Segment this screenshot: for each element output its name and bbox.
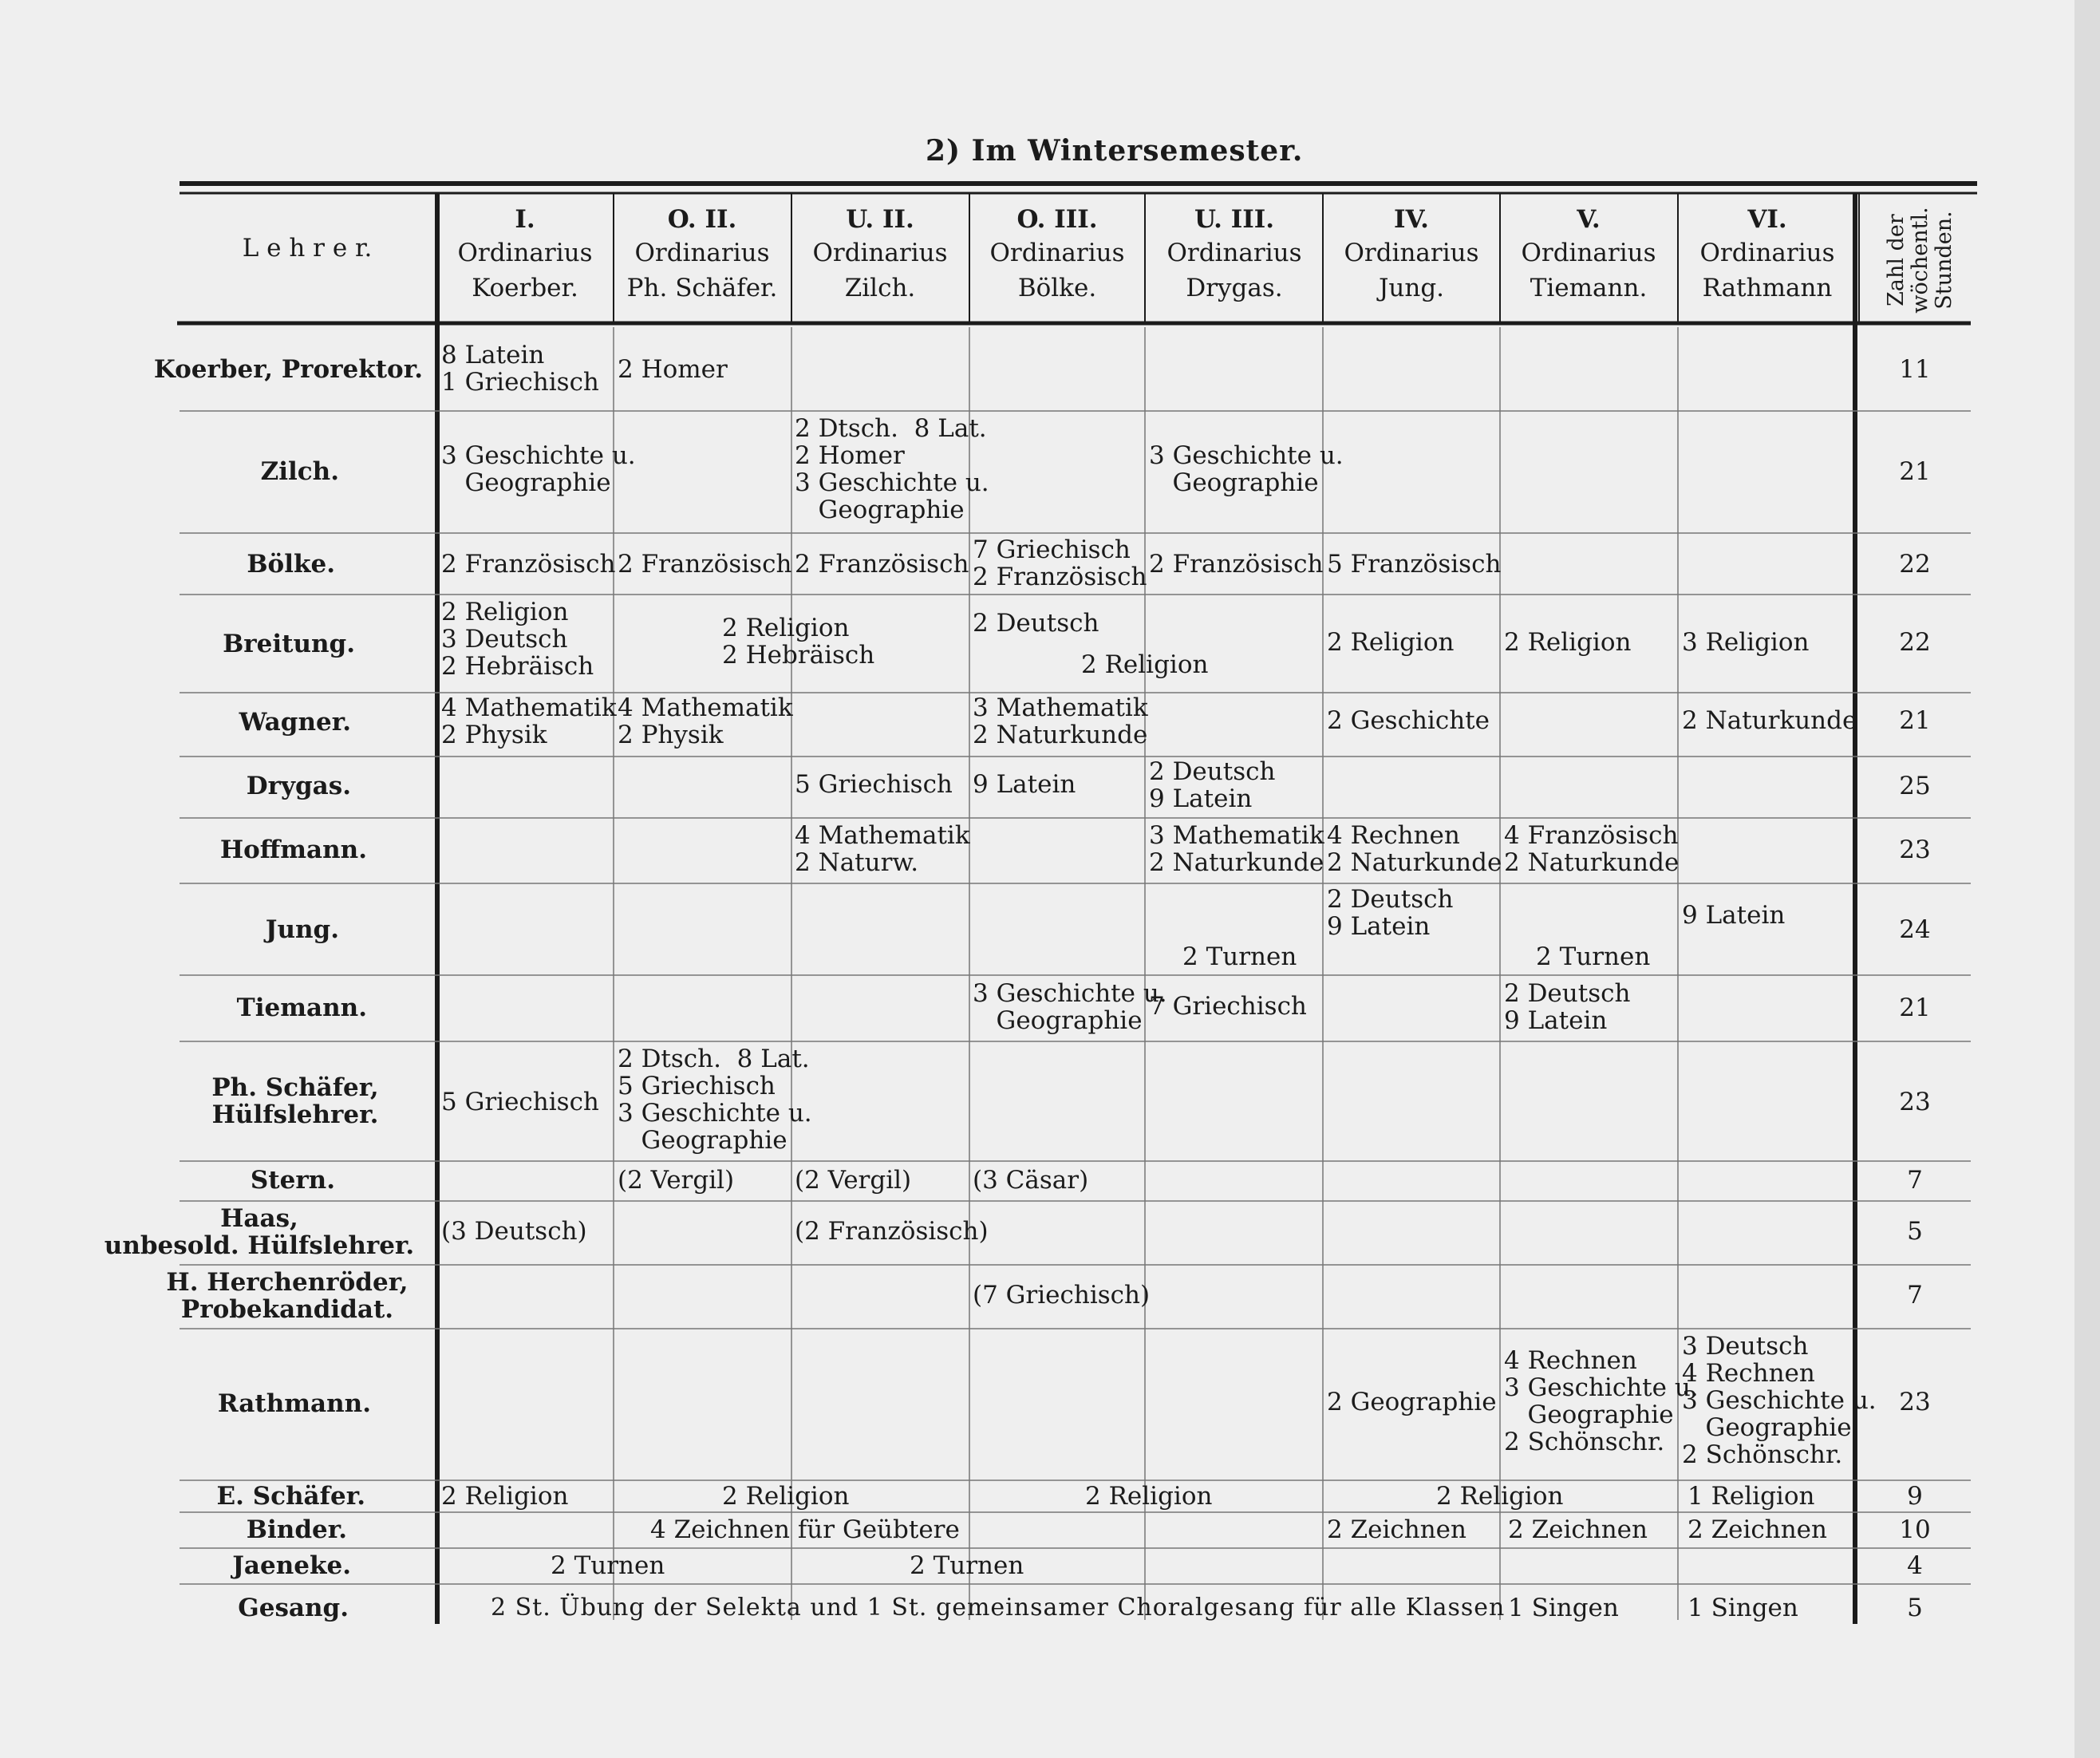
cell: 1 Religion [1688,1482,1815,1511]
class-roman: V. [1577,205,1601,234]
class-roman: U. III. [1194,205,1275,234]
teacher-name: Haas, unbesold. Hülfslehrer. [104,1204,415,1260]
cell: 4 Mathematik 2 Physik [441,693,617,749]
teacher-name: Breitung. [223,630,355,658]
class-roman: O. II. [667,205,737,234]
class-ordinarius-name: Bölke. [1017,274,1097,302]
cell: 3 Religion [1682,628,1810,657]
teacher-name: Gesang. [238,1594,349,1622]
teacher-name: E. Schäfer. [216,1482,365,1511]
total-hours: 23 [1899,1088,1931,1116]
total-hours: 7 [1907,1166,1923,1195]
class-ordinarius-name: Zilch. [844,274,916,302]
total-header-line: Zahl der [1884,214,1909,306]
cell: 2 Religion [722,1482,850,1511]
cell: 2 Französisch [795,550,969,579]
class-ordinarius-name: Tiemann. [1530,274,1648,302]
cell: 2 Deutsch 9 Latein [1149,757,1276,813]
cell: 2 Geschichte [1327,706,1490,735]
cell: (2 Vergil) [795,1166,912,1195]
cell: 1 Singen [1688,1594,1798,1622]
total-hours: 7 [1907,1281,1923,1310]
total-hours: 11 [1899,355,1931,384]
total-hours-header [1861,198,1980,322]
class-ordinarius-name: Jung. [1378,274,1445,302]
teacher-name: Tiemann. [236,994,367,1022]
teacher-name: Rathmann. [217,1389,371,1418]
total-hours: 21 [1899,706,1931,735]
class-ordinarius-name: Koerber. [472,274,578,302]
class-ordinarius: Ordinarius [1344,239,1479,267]
cell: 2 Religion [1085,1482,1213,1511]
total-hours: 25 [1899,772,1931,800]
class-roman: U. II. [846,205,914,234]
cell: 2 Französisch [618,550,792,579]
class-ordinarius: Ordinarius [1699,239,1835,267]
class-roman: IV. [1394,205,1429,234]
total-hours: 9 [1907,1482,1923,1511]
page-edge [2074,0,2100,1758]
teacher-name: Bölke. [247,550,335,579]
cell: 2 Dtsch. 8 Lat. 2 Homer 3 Geschichte u. Geographie [795,414,989,524]
cell: (3 Deutsch) [441,1217,587,1246]
teacher-name: Drygas. [246,772,351,800]
total-header-line: Stunden. [1932,211,1956,310]
teacher-name: H. Herchenröder, Probekandidat. [166,1268,409,1324]
class-ordinarius-name: Ph. Schäfer. [626,274,778,302]
cell: 3 Geschichte u. Geographie [441,441,636,497]
cell: (7 Griechisch) [973,1281,1151,1310]
cell: 2 Turnen [551,1551,665,1580]
cell: 2 Religion [1436,1482,1564,1511]
class-ordinarius: Ordinarius [634,239,770,267]
cell: 5 Französisch [1327,550,1502,579]
cell: 4 Rechnen 2 Naturkunde [1327,821,1502,877]
class-ordinarius: Ordinarius [989,239,1125,267]
cell: (2 Vergil) [618,1166,735,1195]
teacher-name: Binder. [246,1515,347,1544]
cell: 4 Rechnen 3 Geschichte u. Geographie 2 Schönschr. [1504,1346,1699,1456]
class-ordinarius-name: Rathmann [1702,274,1833,302]
cell: 5 Griechisch [795,770,953,799]
cell: 3 Deutsch 4 Rechnen 3 Geschichte u. Geographie 2 Schönschr. [1682,1332,1877,1469]
cell: 4 Mathematik 2 Naturw. [795,821,970,877]
cell: 2 Deutsch 9 Latein [1504,979,1631,1035]
cell: 2 Homer [618,355,728,384]
cell: 2 Religion 3 Deutsch 2 Hebräisch [441,598,594,681]
total-hours: 5 [1907,1217,1923,1246]
cell: 2 Französisch [1149,550,1324,579]
cell: 2 St. Übung der Selekta und 1 St. gemeinsamer Choralgesang für alle Klassen [491,1594,1506,1622]
cell: 2 Religion [1504,628,1632,657]
class-ordinarius: Ordinarius [1521,239,1656,267]
total-hours: 23 [1899,1388,1931,1416]
cell: 2 Zeichnen [1508,1515,1648,1544]
cell: 2 Religion [1327,628,1455,657]
cell: (3 Cäsar) [973,1166,1089,1195]
cell: 3 Geschichte u. Geographie [1149,441,1344,497]
class-roman: VI. [1747,205,1787,234]
cell: 2 Französisch [441,550,616,579]
cell: 2 Naturkunde [1682,706,1857,735]
cell: 9 Latein [973,770,1076,799]
cell: 4 Französisch 2 Naturkunde [1504,821,1680,877]
total-hours: 5 [1907,1594,1923,1622]
cell: 3 Mathematik 2 Naturkunde [973,693,1148,749]
teacher-name: Zilch. [260,457,339,486]
cell: 2 Religion 2 Hebräisch [722,614,875,670]
teacher-name: Wagner. [239,708,351,737]
teacher-column-header: L e h r e r. [242,234,373,263]
cell: 2 Religion [1081,650,1209,679]
cell: (2 Französisch) [795,1217,989,1246]
cell: 5 Griechisch [441,1088,599,1116]
teacher-name: Jaeneke. [232,1551,351,1580]
class-roman: O. III. [1016,205,1098,234]
class-roman: I. [515,205,535,234]
cell: 2 Deutsch [973,609,1099,638]
cell: 8 Latein 1 Griechisch [441,341,599,397]
cell: 2 Turnen [1536,942,1651,971]
class-ordinarius: Ordinarius [812,239,948,267]
cell: 2 Geographie [1327,1388,1497,1416]
class-ordinarius: Ordinarius [457,239,593,267]
total-hours: 22 [1899,550,1931,579]
total-hours: 21 [1899,457,1931,486]
teacher-name: Hoffmann. [219,836,367,864]
cell: 4 Mathematik 2 Physik [618,693,793,749]
teacher-name: Koerber, Prorektor. [153,355,423,384]
total-hours: 4 [1907,1551,1923,1580]
cell: 3 Mathematik 2 Naturkunde [1149,821,1324,877]
total-hours: 21 [1899,994,1931,1022]
cell: 7 Griechisch 2 Französisch [973,535,1147,591]
table-title: 2) Im Wintersemester. [926,134,1304,168]
cell: 1 Singen [1508,1594,1619,1622]
cell: 2 Zeichnen [1327,1515,1466,1544]
teacher-name: Jung. [265,915,339,944]
class-ordinarius-name: Drygas. [1186,274,1283,302]
cell: 2 Deutsch 9 Latein [1327,885,1454,941]
teacher-name: Ph. Schäfer, Hülfslehrer. [211,1073,379,1129]
total-hours: 10 [1899,1515,1931,1544]
cell: 2 Religion [441,1482,569,1511]
total-header-line: wöchentl. [1908,207,1932,314]
teacher-name: Stern. [250,1166,335,1195]
cell: 9 Latein [1682,901,1786,930]
cell: 2 Dtsch. 8 Lat. 5 Griechisch 3 Geschichte u. Geographie [618,1045,812,1155]
cell: 2 Turnen [1182,942,1297,971]
total-hours: 24 [1899,915,1931,944]
cell: 7 Griechisch [1149,992,1307,1021]
total-hours: 22 [1899,628,1931,657]
total-hours: 23 [1899,836,1931,864]
cell: 2 Turnen [910,1551,1024,1580]
cell: 2 Zeichnen [1688,1515,1827,1544]
cell: 3 Geschichte u. Geographie [973,979,1167,1035]
class-ordinarius: Ordinarius [1166,239,1302,267]
cell: 4 Zeichnen für Geübtere [650,1515,960,1544]
